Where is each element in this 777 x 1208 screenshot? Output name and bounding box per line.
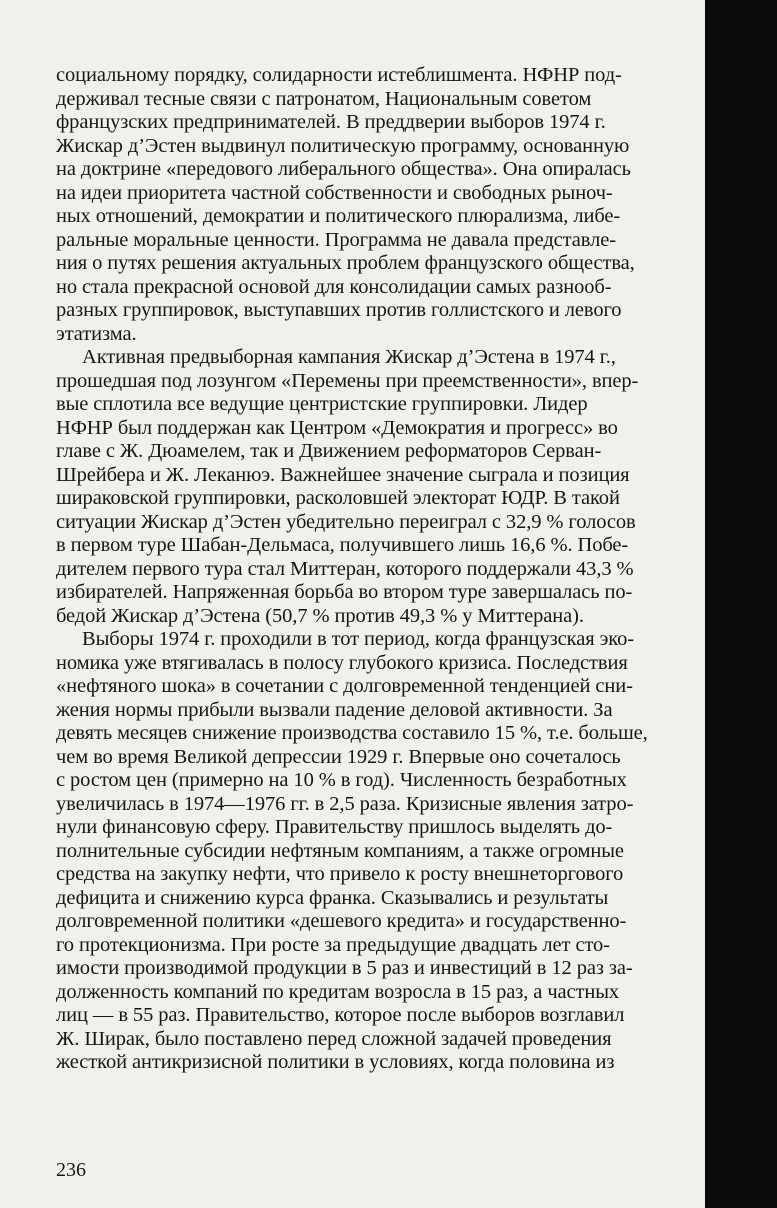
text-line: «нефтяного шока» в сочетании с долговременной тенденцией сни- [56, 675, 633, 697]
text-line: нули финансовую сферу. Правительству пришлось выделять до- [56, 816, 613, 838]
text-line: этатизма. [56, 322, 137, 345]
text-line: ных отношений, демократии и политического плюрализма, либе- [56, 205, 621, 227]
scan-dark-edge [705, 0, 777, 1208]
text-line: с ростом цен (примерно на 10 % в год). Численность безработных [56, 769, 627, 791]
text-line: чем во время Великой депрессии 1929 г. Впервые оно сочеталось [56, 745, 621, 768]
paragraph-start-line: Активная предвыборная кампания Жискар д’Эстена в 1974 г., [82, 346, 616, 368]
text-line: номика уже втягивалась в полосу глубокого кризиса. Последствия [56, 651, 628, 674]
text-line: лиц — в 55 раз. Правительство, которое после выборов возглавил [56, 1004, 625, 1026]
text-line: бедой Жискар д’Эстена (50,7 % против 49,3 % у Миттерана). [56, 604, 584, 627]
text-line: прошедшая под лозунгом «Перемены при преемственности», впер- [56, 369, 639, 392]
text-line: разных группировок, выступавших против голлистского и левого [56, 299, 622, 321]
paragraph-start-line: Выборы 1974 г. проходили в тот период, когда французская эко- [82, 628, 634, 650]
text-line: дефицита и снижению курса франка. Сказывались и результаты [56, 886, 609, 909]
text-line: ральные моральные ценности. Программа не давала представле- [56, 228, 616, 251]
text-line: французских предпринимателей. В преддверии выборов 1974 г. [56, 111, 606, 133]
text-line: на доктрине «передового либерального общества». Она опиралась [56, 158, 631, 180]
text-line: шираковской группировки, расколовшей электорат ЮДР. В такой [56, 487, 620, 509]
text-line: жения нормы прибыли вызвали падение деловой активности. За [56, 698, 613, 721]
text-line: избирателей. Напряженная борьба во втором туре завершалась по- [56, 581, 633, 603]
text-line: социальному порядку, солидарности истеблишмента. НФНР под- [56, 64, 622, 86]
text-line: долженность компаний по кредитам возросла в 15 раз, а частных [56, 980, 620, 1003]
text-line: имости производимой продукции в 5 раз и инвестиций в 12 раз за- [56, 957, 633, 979]
text-line: дителем первого тура стал Миттеран, которого поддержали 43,3 % [56, 557, 634, 580]
text-line: Шрейбера и Ж. Леканюэ. Важнейшее значение сыграла и позиция [56, 463, 630, 486]
text-line: полнительные субсидии нефтяным компаниям, а также огромные [56, 839, 624, 862]
text-line: го протекционизма. При росте за предыдущие двадцать лет сто- [56, 933, 610, 956]
text-line: Ж. Ширак, было поставлено перед сложной задачей проведения [56, 1027, 612, 1050]
text-line: ния о путях решения актуальных проблем французского общества, [56, 252, 635, 274]
page-number: 236 [56, 1159, 86, 1181]
text-line: в первом туре Шабан-Дельмаса, получившего лишь 16,6 %. Побе- [56, 534, 629, 556]
text-line: увеличилась в 1974—1976 гг. в 2,5 раза. Кризисные явления затро- [56, 792, 634, 815]
text-line: девять месяцев снижение производства составило 15 %, т.е. больше, [56, 722, 648, 744]
text-line: НФНР был поддержан как Центром «Демократия и прогресс» во [56, 416, 618, 439]
text-line: главе с Ж. Дюамелем, так и Движением реформаторов Серван- [56, 440, 602, 462]
text-line: жесткой антикризисной политики в условиях, когда половина из [56, 1051, 615, 1073]
text-line: Жискар д’Эстен выдвинул политическую программу, основанную [56, 134, 630, 157]
text-line: ситуации Жискар д’Эстен убедительно переиграл с 32,9 % голосов [56, 510, 636, 533]
text-line: держивал тесные связи с патронатом, Национальным советом [56, 87, 592, 110]
text-line: но стала прекрасной основой для консолидации самых разнооб- [56, 275, 612, 298]
scan-dark-corner [737, 0, 777, 10]
text-line: долговременной политики «дешевого кредита» и государственно- [56, 910, 627, 932]
text-line: на идеи приоритета частной собственности и свободных рыноч- [56, 181, 613, 204]
text-line: средства на закупку нефти, что привело к росту внешнеторгового [56, 863, 624, 885]
text-line: вые сплотила все ведущие центристские группировки. Лидер [56, 393, 588, 415]
body-text [56, 64, 766, 1075]
